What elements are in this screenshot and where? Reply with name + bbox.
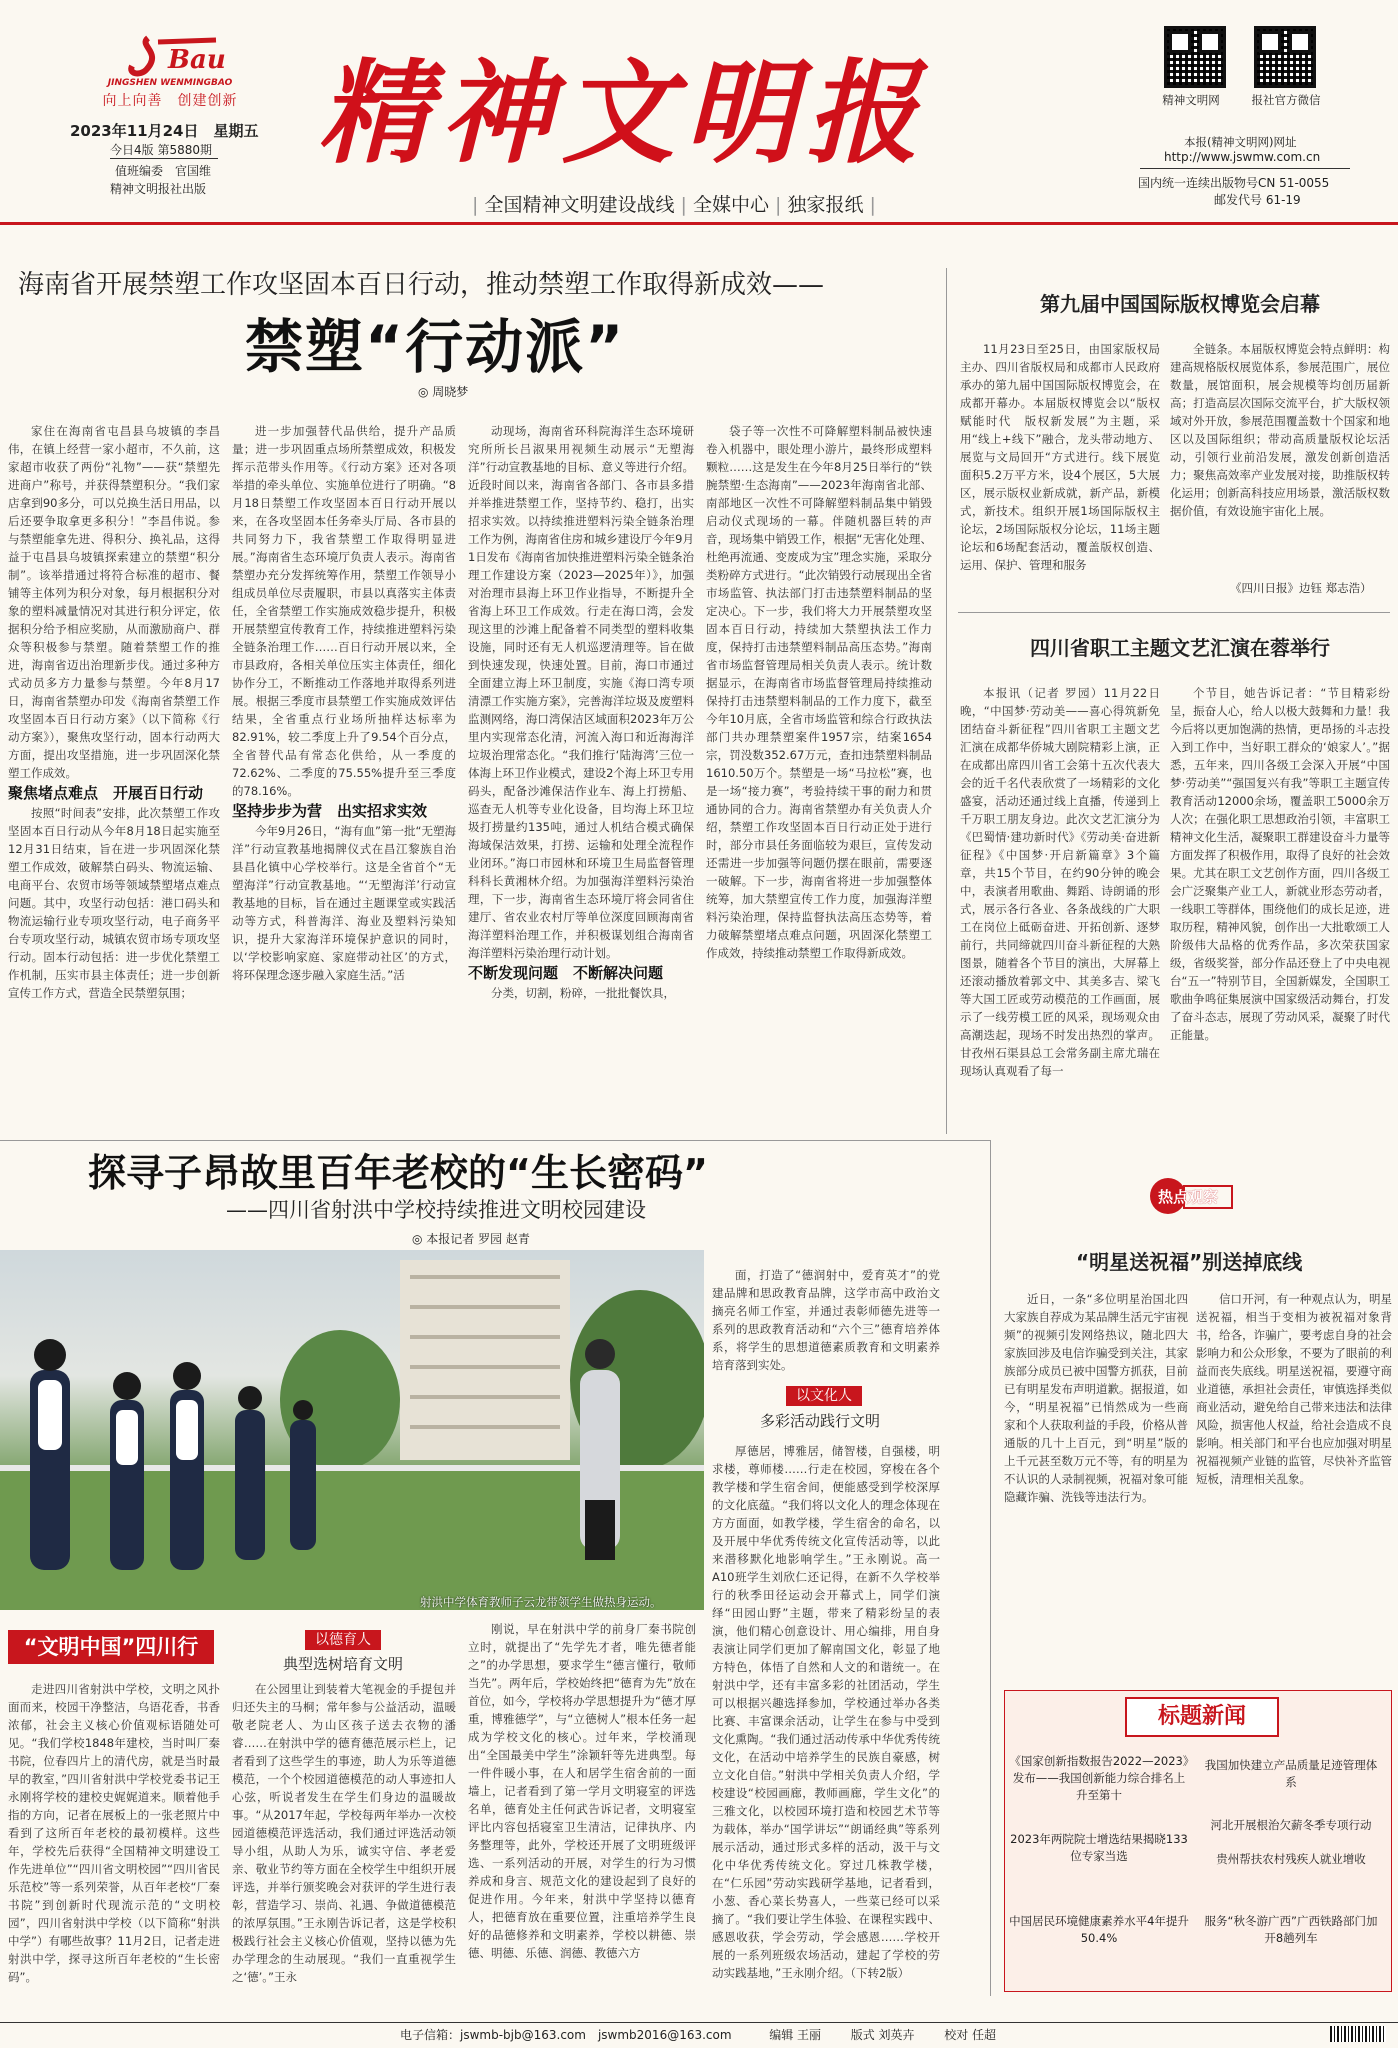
- lead-col-2b-text: 今年9月26日，“海有血”第一批“无塑海洋”行动宣教基地揭牌仪式在昌江黎族自治县昌化镇中心学校举行。这是全省首个“无塑海洋”行动宣教基地。“‘无塑海洋’行动宣教基地的目标，旨在通过主题课堂或实践活动等方式，科普海洋、海业及塑料污染知识，提升大家海洋环境保护意识的同时，以‘学校影响家庭、家庭带动社区’的方式，将环保理念逐步融入家庭生活。”活: [232, 824, 456, 982]
- right1-credit: 《四川日报》边钰 郑志浩）: [1230, 581, 1372, 595]
- masthead-title: 精神文明报: [318, 48, 928, 179]
- brief-item[interactable]: 河北开展根治欠薪冬季专项行动: [1210, 1818, 1372, 1832]
- lead-col-1b-text: 按照“时间表”安排，此次禁塑工作攻坚固本百日行动从今年8月18日起实施至12月31日结束，旨在进一步巩固深化禁塑工作成效，破解禁白码头、物流运输、电商平台、农贸市场等领域禁塑堵点难点问题。其中，攻坚行动包括：港口码头和物流运输行业专项攻坚行动，电子商务平台专项攻坚行动，城镇农贸市场专项攻坚行动。固本行动包括：进一步优化禁塑工作机制，压实市县主体责任；进一步创新宣传工作方式，营造全民禁塑氛围；: [8, 806, 220, 1000]
- feature-col-a: [8, 1680, 220, 1998]
- feature-col-d: [712, 1266, 940, 1374]
- lead-col-2: [232, 422, 456, 1122]
- logo-mark-icon: [118, 32, 238, 80]
- feature-headline: 探寻子昂故里百年老校的“生长密码”: [88, 1151, 708, 1195]
- sec2-tag-text: 以文化人: [796, 1388, 852, 1404]
- footer-proofreader: 校对 任超: [944, 2028, 997, 2042]
- feature-col-a-text: 走进四川省射洪中学校，文明之风扑面而来，校园干净整洁，乌语花香，书香浓郁，社会主义核心价值观标语随处可见。“我们学校1848年建校，当时叫厂秦书院，位春四片上的清代房，就是当时最早的教室，”四川省射洪中学校党委书记王永刚将学校的建校史娓娓道来。顺着他手指的方向，记者在展板上的一张老照片中看到了这所百年老校的最初模样。这些年，学校先后获得“全国精神文明建设工作先进单位”“四川省文明校园”“四川省民乐范校”等一系列荣誉，从百年老校“厂秦书院”到创新时代现流示范的“文明校园”，四川省射洪中学校（以下简称“射洪中学”）有哪些故事？11月2日，记者走进射洪中学，探寻这所百年老校的“生长密码”。: [8, 1682, 220, 1984]
- feature-banner: [8, 1630, 214, 1664]
- brief-title-text: 标题新闻: [1157, 1704, 1246, 1729]
- nav-item-1[interactable]: 全国精神文明建设战线: [484, 194, 675, 216]
- post-code: 邮发代号 61-19: [1214, 193, 1301, 207]
- right1-col-a: [960, 340, 1160, 602]
- right2-col-a: [960, 684, 1160, 1134]
- footer: [400, 2026, 996, 2043]
- footer-editor: 编辑 王丽: [769, 2028, 822, 2042]
- feature-col-d-text: 面，打造了“德润射中，爱育英才”的党建品牌和思政教育品牌，这学市高中政治文摘亮名师工作室，并通过表彰师德先进等一系列的思政教育活动和“六个三”德育培养体系，将学生的思想道德素质教育和文明素养培育落到实处。: [712, 1268, 940, 1372]
- commentary-col-a-text: 近日，一条“多位明星治国北四大家族自荐成为某品牌生活元宇宙视频”的视频引发网络热议，随北四大家族回涉及电信诈骗受到关注，其家族部分成员已被中国警方抓获，目前已有明星发布声明道歉。据报道，如今，“明星祝福”已悄然成为一些商家和个人获取利益的手段，价格从普通版的几十上百元，到“明星”版的上千元甚至数万元不等，有的明星为不认识的人录制视频，祝福对象可能隐藏诈骗、洗钱等违法行为。: [1004, 1292, 1188, 1504]
- commentary-badge-text: 热点观察: [1158, 1188, 1219, 1206]
- slogan: 向上向善 创建创新: [102, 93, 238, 109]
- right2-col-b-text: 个节目，她告诉记者：“节目精彩纷呈，振奋人心，给人以极大鼓舞和力量！我今后将以更加饱满的热情，更昂扬的斗志投入到工作中，当好职工群众的‘娘家人’。”据悉，五年来，四川各级工会深入开展“中国梦·劳动美”“强国复兴有我”等职工主题宣传教育活动12000余场，覆盖职工5000余万人次；在强化职工思想政治引领，丰富职工精神文化生活，凝聚职工群建设奋斗力量等方面发挥了积极作用，取得了良好的社会效果。尤其在职工文艺创作方面，四川各级工会广泛聚集产业工人，新就业形态劳动者，一线职工等群体，围绕他们的成长足迹，进取历程，精神风貌，创作出一大批歌颂工人阶级伟大品格的优秀作品，多次荣获国家级，省级奖誉，部分作品还登上了中央电视台“五一”特别节目，全国新媒发，全国职工歌曲争鸣征集展演中国家级活动舞台，打发了奋斗态志，展现了劳动风采，凝聚了时代正能量。: [1170, 686, 1390, 1042]
- lead-col-4-text: 袋子等一次性不可降解塑料制品被快速卷入机器中，眼处理小游片，最终形成塑料颗粒……这是发生在今年8月25日举行的“铁腕禁塑·生态海南”——2023年海南省北部、南部地区一次性不可降解塑料制品集中销毁启动仪式现场的一幕。伴随机器巨转的声音，现场集中销毁工作，根据“无害化处理、杜绝再流通、变废成为宝”理念实施，采取分类粉碎方式进行。“此次销毁行动展现出全省市场监管、执法部门打击违禁塑料制品的坚定决心。下一步，我们将大力开展禁塑攻坚固本百日行动，持续加大禁塑执法工作力度，保持打击违禁塑料制品高压态势。”海南省市场监督管理局相关负责人表示。统计数据显示，在海南省市场监督管理局持续推动保持打击违禁塑料制品的工作力度下，截至今年10月底，全省市场监管和综合行政执法部门共办理禁塑案件1957宗，结案1654宗，罚没数352.67万元，查扣违禁塑料制品1610.50万个。禁塑是一场“马拉松”赛，也是一场“接力赛”，考验持续干事的耐力和贯通协同的合力。海南省禁塑办有关负责人介绍，禁塑工作攻坚固本百日行动正处于进行时，部分市县任务面临较为艰巨，宣传发动还需进一步加强等问题仍摆在眼前，需要逐一破解。下一步，海南省将进一步加强整体统筹，加大禁塑宣传工作力度，加强海洋塑料污染治理，保持监督执法高压态势等，着力破解禁塑堵点难点问题，巩固深化禁塑工作成效，持续推动禁塑工作取得新成效。: [706, 424, 932, 960]
- brief-item[interactable]: 贵州帮扶农村残疾人就业增收: [1216, 1852, 1366, 1866]
- brief-item[interactable]: 2023年两院院士增选结果揭晓133位专家当选: [1010, 1832, 1188, 1863]
- lead-col-3: [468, 422, 694, 1122]
- brief-item[interactable]: 《国家创新指数报告2022—2023》发布——我国创新能力综合排名上升至第十: [1009, 1754, 1189, 1802]
- qr2-label: 报社官方微信: [1251, 93, 1321, 107]
- cn-number: 国内统一连续出版物号CN 51-0055: [1138, 176, 1330, 190]
- right1-col-b: [1170, 340, 1390, 570]
- sec2-tag: [786, 1386, 862, 1406]
- right1-headline: 第九届中国国际版权博览会启幕: [1040, 292, 1320, 316]
- svg-text:Bau: Bau: [168, 45, 226, 75]
- students-exercising-image: [0, 1250, 704, 1610]
- qr-code-wechat-icon[interactable]: [1254, 26, 1316, 88]
- nav-item-3[interactable]: 独家报纸: [787, 194, 864, 216]
- feature-col-c: [468, 1620, 696, 1998]
- lead-col-1: [8, 422, 220, 1122]
- lead-col-3b-text: 分类，切割，粉碎，一批批餐饮具，: [491, 986, 675, 1000]
- brief-item[interactable]: 服务“秋冬游广西”广西铁路部门加开8趟列车: [1204, 1914, 1378, 1945]
- right1-col-b-text: 全链条。本届版权博览会特点鲜明：构建高规格版权展览体系，参展范围广，展位数量，展馆面积，展会规模等均创历届新高；打造高层次国际交流平台，扩大版权领域对外开放，参展范围覆盖数十个国家和地区以及国际组织；带动高质量版权论坛活动，引领行业前沿发展，激发创新创造活力；聚焦高效率产业发展对接，助推版权转化运用；创新高科技应用场景，激活版权数据价值，有效设施宇宙化上展。: [1170, 342, 1390, 518]
- lead-col-3-text: 动现场，海南省环科院海洋生态环境研究所所长吕淑果用视频生动展示“无塑海洋”行动宣教基地的目标、意义等进行介绍。近段时间以来，海南省各部门、各市县多措并举推进禁塑工作，坚持节约、稳打，出实招求实效。以持续推进塑料污染全链条治理工作为例，海南省住房和城乡建设厅今年9月1日发布《海南省加快推进塑料污染全链条治理工作建设方案（2023—2025年）》，加强对治理市县海上环卫作业指导，不断提升全省海上环卫工作成效。行走在海口湾，会发现这里的沙滩上配备着不同类型的塑料收集设施，同时还有无人机巡逻清理等。旨在做到快速发现，快速处置。目前，海口市通过全面建立海上环卫制度，实施《海口湾专项清漂工作实施方案》，完善海洋垃圾及废塑料监测网络，海口湾保洁区域面积2023年万公里内实现常态化清，河流入海口和近海海洋垃圾治理常态化。“我们推行‘陆海湾’三位一体海上环卫作业模式，建设2个海上环卫专用码头，配备沙滩保洁作业车、海上打捞船、巡查无人机等专业化设备，目均海上环卫垃圾打捞量约135吨，通过人机结合模式确保海域保洁效果，打捞、运输和处理全流程作业闭环。”海口市园林和环境卫生局监督管理科科长黄湘林介绍。为加强海洋塑料污染治理，下一步，海南省生态环境厅将会同省住建厅、省农业农村厅等单位深度回顾海南省海洋塑料治理工作，并积极谋划组合海南省海洋塑料污染治理行动计划。: [468, 424, 694, 960]
- footer-designer: 版式 刘英卉: [850, 2028, 915, 2042]
- feature-photo: [0, 1250, 704, 1610]
- commentary-headline: “明星送祝福”别送掉底线: [1076, 1250, 1303, 1274]
- qr-code-website-icon[interactable]: [1164, 26, 1226, 88]
- qr1-label: 精神文明网: [1162, 93, 1220, 107]
- publisher: 精神文明报社出版: [110, 182, 207, 196]
- sec1-title: 典型选树培育文明: [283, 1655, 404, 1673]
- photo-caption: 射洪中学体育教师子云龙带领学生做热身运动。: [420, 1595, 662, 1609]
- feature-byline: ◎ 本报记者 罗园 赵青: [412, 1232, 530, 1246]
- feature-banner-text: “文明中国”四川行: [23, 1635, 199, 1659]
- issue-date: 2023年11月24日 星期五: [70, 122, 259, 140]
- footer-email: 电子信箱：jswmb-bjb@163.com jswmb2016@163.com: [400, 2028, 732, 2042]
- feature-col-e-text: 厚德居，博雅居，储智楼，自强楼，明求楼，尊师楼……行走在校园，穿梭在各个教学楼和学生宿舍间，便能感受到学校深厚的文化底蕴。“我们将以文化人的理念体现在方方面面，如教学楼，学生宿舍的命名，以及开展中华优秀传统文化宣传活动等，以此来潜移默化地影响学生。”王永刚说。高一A10班学生刘欣仁还记得，在新不久学校举行的秋季田径运动会开幕式上，同学们演绎“田园山野”主题，带来了精彩纷呈的表演，他们精心创意设计、用心编排，用自身表演让同学们更加了解南国文化，彰显了地方特色，体悟了自然和人文的和谐统一。在射洪中学，还有丰富多彩的社团活动，学生可以根据兴趣选择参加，学校通过举办各类比赛、丰富课余活动，让学生在参与中受到文化熏陶。“我们通过活动传承中华优秀传统文化，在活动中培养学生的民族自豪感，树立文化自信。”射洪中学相关负责人介绍，学校建设“校园画廊，教师画廊，学生文化”的三雅文化，以校园环境打造和校园艺术节等为载体，举办“国学讲坛”“朗诵经典”等系列展示活动，通过形式多样的活动，汲干与文化中华优秀传统文化。穿过几株教学楼，在“仁乐园”劳动实践研学基地，记者看到，小葱、香心菜长势喜人，一些菜已经可以采摘了。“我们要让学生体验、在课程实践中、感恩收获，学会劳动，学会感恩……学校开展的一系列班级农场活动，建起了学校的劳动实践基地，”王永刚介绍。（下转2版）: [712, 1444, 940, 1980]
- feature-col-e: [712, 1442, 940, 1998]
- duty-editor: 值班编委 官国维: [115, 164, 212, 178]
- masthead: [0, 0, 1398, 220]
- lead-kicker: 海南省开展禁塑工作攻坚固本百日行动，推动禁塑工作取得新成效——: [18, 270, 825, 300]
- commentary-col-b-text: 信口开河，有一种观点认为，明星送祝福，相当于变相为被祝福对象背书，给各，诈骗广，要考虑自身的社会影响力和公众形象，不要为了眼前的利益而丧失底线。明星送祝福，要遵守商业道德，承担社会责任，审慎选择类似商业活动，避免给自己带来违法和法律风险，损害他人权益，给社会造成不良影响。相关部门和平台也应加强对明星祝福视频产业链的监管，尽快补齐监管短板，清理相关乱象。: [1196, 1292, 1392, 1486]
- sec2-title: 多彩活动践行文明: [760, 1412, 881, 1430]
- issue-number: 今日4版 第5880期: [110, 143, 212, 157]
- brief-item[interactable]: 我国加快建立产品质量足迹管理体系: [1204, 1758, 1378, 1789]
- lead-col-1-text: 家住在海南省屯昌县乌坡镇的李昌伟，在镇上经营一家小超市，不久前，这家超市收获了两份“礼物”——获“禁塑先进商户”称号，并获得禁塑积分。“我们家店拿到90多分，可以兑换生活日用品，以后还要争取拿更多积分！”李昌伟说。参与禁塑能拿先进、得积分、换礼品，这得益于屯昌县乌坡镇探索建立的禁塑“积分制”。该举措通过将符合标准的超市、餐铺等主体列为积分对象，每月根据积分对象的塑料减量情况对其进行积分评定，依据积分给予相应奖励，从而激励商户、群众等积极参与禁塑。随着禁塑工作的推进，海南省迈出治理新步伐。通过多种方式动员多方力量参与禁塑。今年8月17日，海南省禁塑办印发《海南省禁塑工作攻坚固本百日行动方案》（以下简称《行动方案》），聚焦攻坚行动，固本行动两大方面，提出攻坚措施，进一步巩固深化禁塑工作成效。: [8, 424, 220, 780]
- logo: [118, 32, 238, 80]
- lead-col-2-text: 进一步加强替代品供给，提升产品质量；进一步巩固重点场所禁塑成效，积极发挥示范带头作用等。《行动方案》还对各项举措的牵头单位、实施单位进行了明确。“8月18日禁塑工作攻坚固本百日行动开展以来，在各攻坚固本任务牵头厅局、各市县的共同努力下，我省禁塑工作取得明显进展。”海南省生态环境厅负责人表示。海南省禁塑办充分发挥统筹作用，禁塑工作领导小组成员单位尽责履职，市县以真落实主体责任，全省禁塑工作实施成效稳步提升，积极开展禁塑宣传教育工作，持续推进塑料污染全链条治理工作……百日行动开展以来，全市县政府，各相关单位压实主体责任，细化协作分工，不断推动工作落地并取得系列进展。根据三季度市县禁塑工作实施成效评估结果，全省重点行业场所抽样达标率为82.91%，较二季度上升了9.54个百分点，全省替代品有常态化供给，从一季度的72.62%、二季度的75.55%提升至三季度的78.16%。: [232, 424, 456, 798]
- feature-subhead: ——四川省射洪中学校持续推进文明校园建设: [226, 1198, 646, 1222]
- feature-col-b-text: 在公园里让到装着大笔视金的手提包并归还失主的马桐；常年参与公益活动，温暖敬老院老人、为山区孩子送去衣物的潘睿……在射洪中学的德育德范展示栏上，记者看到了这些学生的事迹，助人为乐等道德模范，一个个校园道德模范的动人事迹扣人心弦，听说者发生在学生们身边的温暖故事。“从2017年起，学校每两年举办一次校园道德模范评选活动，我们通过评选活动领导小组，从助人为乐，诚实守信、孝老爱亲、敬业节约等方面在全校学生中组织开展评选，并举行颁奖晚会对获评的学生进行表彰，营造学习、崇尚、礼遇、争做道德模范的浓厚氛围。”王永刚告诉记者，这是学校积极践行社会主义核心价值观，坚持以德为先办学理念的生动展现。“我们一直重视学生之‘德’。”王永: [232, 1682, 456, 1984]
- brief-box: [1004, 1690, 1392, 1992]
- site-label: 本报(精神文明网)网址: [1184, 135, 1297, 149]
- commentary-col-b: [1196, 1290, 1392, 1680]
- commentary-col-a: [1004, 1290, 1188, 1680]
- lead-headline: 禁塑“行动派”: [245, 313, 626, 381]
- commentary-badge: [1148, 1176, 1234, 1216]
- sec1-tag: [305, 1630, 381, 1650]
- top-nav: | 全国精神文明建设战线 | 全媒中心 | 独家报纸 |: [472, 194, 876, 216]
- right2-col-b: [1170, 684, 1390, 1134]
- lead-sub-2: 坚持步步为营 出实招求实效: [232, 802, 428, 820]
- right2-col-a-text: 本报讯（记者 罗园）11月22日晚，“中国梦·劳动美——喜心得筑新免 团结奋斗新征程”四川省职工主题文艺汇演在成都华侨城大剧院精彩上演，正在成都出席四川省工会第十五次代表大会的近千名代表欣赏了一场精彩的文化盛宴，活动还通过线上直播，传递到上千万职工朋友身边。此次文艺汇演分为《巴蜀情·建功新时代》《劳动美·奋进新征程》《中国梦·开启新篇章》3个篇章，共15个节目，在约90分钟的晚会中，表演者用歌曲、舞蹈、诗朗诵的形式，展示各行各业、各条战线的广大职工在岗位上砥砺奋进、开拓创新、逐梦前行，共同缔就四川奋斗新征程的大熟图景，随着各个节目的演出，大屏幕上还滚动播放着郭文中、其美多吉、梁飞等大国工匠或劳动模范的工作画面，展示了一线劳模工匠的风采，现场观众由高潮迭起，现场不时发出热烈的掌声。甘孜州石渠县总工会常务副主席尤瑞在现场认真观看了每一: [960, 686, 1160, 1078]
- brief-item[interactable]: 中国居民环境健康素养水平4年提升50.4%: [1009, 1914, 1189, 1945]
- barcode-icon: [1330, 2026, 1386, 2042]
- lead-sub-3: 不断发现问题 不断解决问题: [468, 964, 664, 982]
- lead-sub-1: 聚焦堵点难点 开展百日行动: [8, 784, 204, 802]
- right2-headline: 四川省职工主题文艺汇演在蓉举行: [1030, 636, 1330, 660]
- lead-byline: ◎ 周晓梦: [418, 385, 469, 399]
- sec1-tag-text: 以德育人: [315, 1632, 371, 1648]
- brief-title: [1125, 1697, 1279, 1737]
- lead-col-4: [706, 422, 932, 1122]
- feature-col-c-text: 刚说，早在射洪中学的前身厂秦书院创立时，就提出了“先学先才者，唯先德者能之”的办学思想，要求学生“德言懂行，敬师当先”。两年后，学校始终把“德育为先”放在首位，如今，学校将办学思想提升为“德才厚重，博雅德学”，与“立德树人”根本任务一起成为学校文化的核心。过年来，学校涌现出“全国最美中学生”涂颖轩等先进典型。每一件件暖小事，在人和居学生宿舍前的一面墙上，记者看到了第一学月文明寝室的评选名单，德育处主任何武告诉记者，文明寝室评比内容包括寝室卫生清洁，记律执序、内务整理等，此外，学校还开展了文明班级评选、一系列活动的开展，对学生的行为习惯养成和身言、规范文化的建设起到了良好的促进作用。今年来，射洪中学坚持以德育人，把德育放在重要位置，注重培养学生良好的品德修养和文明素养，学校以耕德、崇德、明德、乐德、润德、教德六方: [468, 1622, 696, 1960]
- nav-item-2[interactable]: 全媒中心: [692, 194, 769, 216]
- feature-col-b: [232, 1680, 456, 1998]
- logo-text: JINGSHEN WENMINGBAO: [107, 78, 233, 88]
- right1-col-a-text: 11月23日至25日，由国家版权局主办、四川省版权局和成都市人民政府承办的第九届中国国际版权博览会，在成都开幕办。本届版权博览会以“版权赋能时代 版权新发展”为主题，采用“线上+线下”融合，龙头带动地方、展览与文局回开“方式进行。线下展览面积5.2万平方米，设4个展区，5大展区，展示版权业新成就，新产品，新模式，新技术。组织开展1场国际版权主论坛，2场国际版权分论坛，11场主题论坛和6场配套活动，覆盖版权创造、运用、保护、管理和服务: [960, 342, 1160, 572]
- site-url[interactable]: http://www.jswmw.com.cn: [1164, 150, 1321, 164]
